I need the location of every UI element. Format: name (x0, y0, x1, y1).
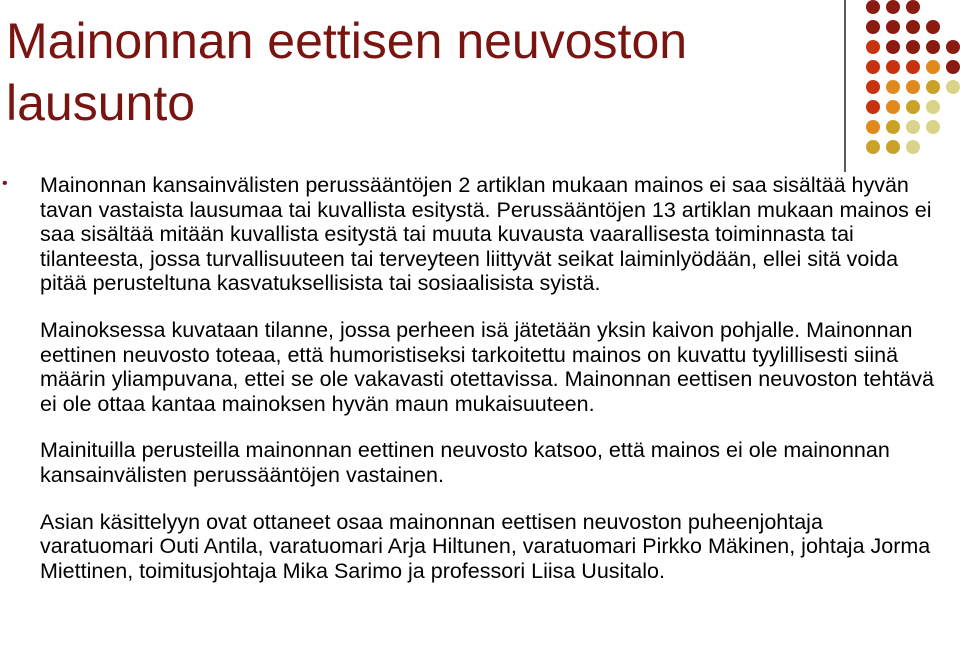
decor-dot (886, 120, 900, 134)
decor-dot (866, 120, 880, 134)
decor-dot (886, 40, 900, 54)
decor-dot (906, 140, 920, 154)
paragraph-2: Mainoksessa kuvataan tilanne, jossa perheen isä jätetään yksin kaivon pohjalle. Mainonnan eettinen neuvosto toteaa, että humoristiseksi tarkoitettu mainos on kuvattu tyylillisesti siinä määrin yliampuvana, ettei se ole vakavasti otettavissa. Mainonnan eettisen neuvoston tehtävä ei ole ottaa kantaa mainoksen hyvän maun mukaisuuteen. (40, 317, 934, 416)
decor-dot (946, 80, 960, 94)
decor-dot (906, 40, 920, 54)
paragraph-4: Asian käsittelyyn ovat ottaneet osaa mainonnan eettisen neuvoston puheenjohtaja varatuomari Outi Antila, varatuomari Arja Hiltunen, varatuomari Pirkko Mäkinen, johtaja Jorma Miettinen, toimitusjohtaja Mika Sarimo ja professori Liisa Uusitalo. (40, 509, 931, 583)
paragraph-1 (2, 173, 940, 296)
decor-dot (946, 60, 960, 74)
decor-dot (886, 140, 900, 154)
slide-body (2, 173, 940, 583)
decor-dot (866, 140, 880, 154)
slide-title: Mainonnan eettisen neuvoston lausunto (6, 13, 688, 131)
decor-dot (866, 80, 880, 94)
decor-dot (886, 20, 900, 34)
decor-dot (926, 120, 940, 134)
decor-dot (906, 100, 920, 114)
decor-dot (886, 0, 900, 14)
decor-dot (906, 60, 920, 74)
decor-dot (886, 60, 900, 74)
decor-dot (886, 100, 900, 114)
decor-dot (866, 60, 880, 74)
decor-dot (866, 100, 880, 114)
decor-dot (906, 120, 920, 134)
paragraph-3: Mainituilla perusteilla mainonnan eettinen neuvosto katsoo, että mainos ei ole mainonnan kansainvälisten perussääntöjen vastainen. (40, 438, 890, 487)
decor-dot (866, 0, 880, 14)
decor-dot (886, 80, 900, 94)
decor-dot (906, 0, 920, 14)
decor-dot (926, 80, 940, 94)
decor-dot (926, 40, 940, 54)
decor-dot (866, 20, 880, 34)
decor-dot (946, 40, 960, 54)
decor-dot (926, 100, 940, 114)
decor-dot (926, 60, 940, 74)
decor-dot (906, 20, 920, 34)
decorative-vertical-rule (844, 0, 846, 172)
decor-dot (906, 80, 920, 94)
decor-dot (866, 40, 880, 54)
decor-dot (926, 20, 940, 34)
bullet-icon: • (2, 175, 8, 192)
paragraph-1-text: Mainonnan kansainvälisten perussääntöjen 2 artiklan mukaan mainos ei saa sisältää hyvän tavan vastaista lausumaa tai kuvallista esitystä. Perussääntöjen 13 artiklan mukaan mainos ei saa sisältää mitään kuvallista esitystä tai muuta kuvausta vaarallisesta toiminnasta tai tilanteesta, jossa turvallisuuteen tai terveyteen liittyvät seikat laiminlyödään, ellei sitä voida pitää perusteltuna kasvatuksellisista tai sosiaalisista syistä. (40, 173, 932, 296)
